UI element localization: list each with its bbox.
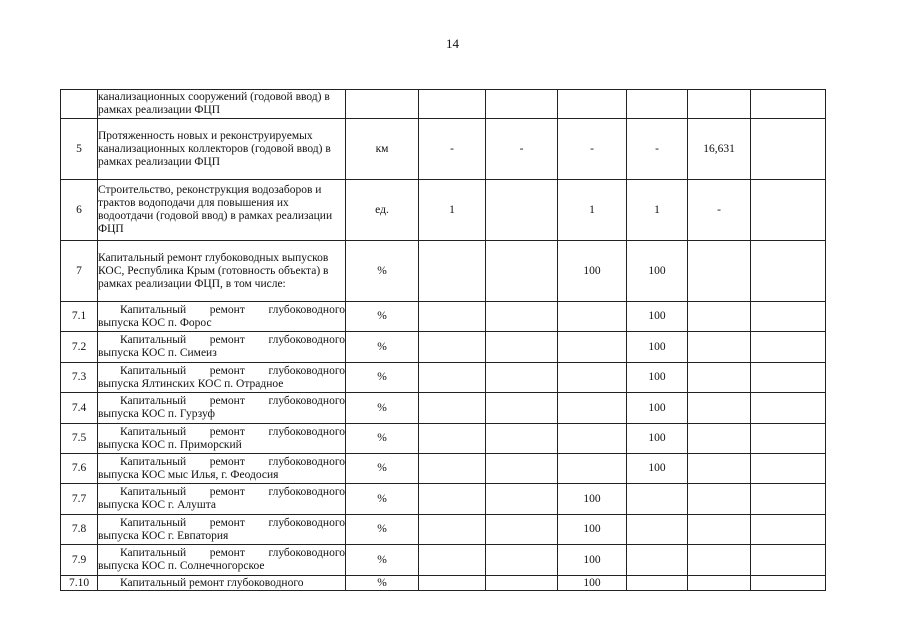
value-cell <box>751 90 826 119</box>
value-cell <box>419 515 486 545</box>
table-row <box>61 454 826 484</box>
row-description <box>98 484 346 515</box>
row-number <box>61 90 98 119</box>
table-row <box>61 90 826 119</box>
unit-cell: % <box>346 332 419 363</box>
value-cell <box>751 241 826 302</box>
value-cell: 1 <box>627 180 688 241</box>
description-text: Капитальный ремонт глубоководного выпуска Ялтинских КОС п. Отрадное <box>98 364 345 390</box>
table-row <box>61 424 826 454</box>
value-cell <box>419 90 486 119</box>
description-text: Капитальный ремонт глубоководного выпуска КОС п. Форос <box>98 303 345 329</box>
value-cell <box>751 576 826 591</box>
row-description <box>98 393 346 424</box>
unit-cell: % <box>346 454 419 484</box>
value-cell <box>688 454 751 484</box>
value-cell <box>751 180 826 241</box>
value-cell: - <box>558 119 627 180</box>
row-description <box>98 180 346 241</box>
table-row <box>61 180 826 241</box>
unit-cell: % <box>346 576 419 591</box>
value-cell <box>688 393 751 424</box>
value-cell <box>688 90 751 119</box>
description-text: Капитальный ремонт глубоководного выпуска КОС п. Гурзуф <box>98 395 345 420</box>
value-cell: 100 <box>558 576 627 591</box>
row-description <box>98 332 346 363</box>
value-cell <box>627 90 688 119</box>
row-number: 7.6 <box>61 454 98 484</box>
value-cell <box>688 545 751 576</box>
value-cell <box>486 484 558 515</box>
description-text: Капитальный ремонт глубоководных выпусков КОС, Республика Крым (готовность объекта) в рамках реализации ФЦП, в том числе: <box>98 251 329 290</box>
value-cell <box>419 576 486 591</box>
value-cell <box>486 90 558 119</box>
unit-cell: % <box>346 241 419 302</box>
table-row <box>61 545 826 576</box>
value-cell <box>486 545 558 576</box>
row-number: 6 <box>61 180 98 241</box>
value-cell: - <box>419 119 486 180</box>
value-cell: - <box>688 180 751 241</box>
value-cell <box>419 363 486 393</box>
table-body <box>61 90 826 591</box>
value-cell <box>486 302 558 332</box>
row-number: 7.4 <box>61 393 98 424</box>
value-cell <box>558 363 627 393</box>
unit-cell: % <box>346 424 419 454</box>
value-cell <box>627 545 688 576</box>
table-row <box>61 119 826 180</box>
row-description <box>98 241 346 302</box>
value-cell <box>558 393 627 424</box>
description-text: Капитальный ремонт глубоководного выпуска КОС г. Алушта <box>98 486 345 511</box>
value-cell <box>627 576 688 591</box>
value-cell <box>558 90 627 119</box>
row-number: 7.5 <box>61 424 98 454</box>
table-row <box>61 332 826 363</box>
row-description <box>98 363 346 393</box>
unit-cell: % <box>346 363 419 393</box>
value-cell <box>751 515 826 545</box>
value-cell: 100 <box>558 484 627 515</box>
value-cell <box>688 302 751 332</box>
value-cell: 100 <box>627 332 688 363</box>
value-cell <box>486 332 558 363</box>
row-description <box>98 545 346 576</box>
value-cell <box>751 393 826 424</box>
row-description <box>98 424 346 454</box>
unit-cell: % <box>346 302 419 332</box>
description-text: Капитальный ремонт глубоководного <box>120 576 304 589</box>
row-number: 7.9 <box>61 545 98 576</box>
row-number: 7.8 <box>61 515 98 545</box>
value-cell: 100 <box>627 424 688 454</box>
row-description <box>98 515 346 545</box>
value-cell <box>419 484 486 515</box>
row-number: 7.2 <box>61 332 98 363</box>
unit-cell: ед. <box>346 180 419 241</box>
value-cell <box>558 454 627 484</box>
row-description <box>98 119 346 180</box>
table-row <box>61 393 826 424</box>
value-cell <box>419 393 486 424</box>
value-cell <box>486 241 558 302</box>
value-cell: 100 <box>627 241 688 302</box>
description-text: Капитальный ремонт глубоководного выпуска КОС п. Приморский <box>98 425 345 451</box>
value-cell: 100 <box>558 241 627 302</box>
row-number: 7.3 <box>61 363 98 393</box>
value-cell: 1 <box>558 180 627 241</box>
row-description <box>98 454 346 484</box>
value-cell <box>486 576 558 591</box>
value-cell <box>486 393 558 424</box>
value-cell <box>558 332 627 363</box>
table-row <box>61 241 826 302</box>
value-cell <box>627 484 688 515</box>
value-cell <box>688 332 751 363</box>
value-cell <box>627 515 688 545</box>
value-cell <box>751 119 826 180</box>
value-cell: - <box>627 119 688 180</box>
value-cell <box>688 484 751 515</box>
value-cell <box>751 302 826 332</box>
value-cell <box>751 424 826 454</box>
table-row <box>61 302 826 332</box>
value-cell <box>751 454 826 484</box>
value-cell <box>486 454 558 484</box>
value-cell <box>419 241 486 302</box>
description-text: канализационных сооружений (годовой ввод) в рамках реализации ФЦП <box>98 91 330 116</box>
description-text: Капитальный ремонт глубоководного выпуска КОС п. Симеиз <box>98 334 345 359</box>
value-cell <box>558 302 627 332</box>
description-text: Капитальный ремонт глубоководного выпуска КОС г. Евпатория <box>98 516 345 542</box>
unit-cell: км <box>346 119 419 180</box>
row-number: 7.7 <box>61 484 98 515</box>
value-cell: 1 <box>419 180 486 241</box>
value-cell <box>486 363 558 393</box>
value-cell: 100 <box>627 302 688 332</box>
value-cell <box>486 515 558 545</box>
unit-cell <box>346 90 419 119</box>
unit-cell: % <box>346 515 419 545</box>
value-cell <box>419 424 486 454</box>
row-description <box>98 302 346 332</box>
page-number: 14 <box>446 36 459 51</box>
value-cell: 100 <box>558 515 627 545</box>
value-cell <box>419 302 486 332</box>
row-description <box>98 576 346 591</box>
row-number: 5 <box>61 119 98 180</box>
row-description <box>98 90 346 119</box>
value-cell <box>486 180 558 241</box>
row-number: 7 <box>61 241 98 302</box>
value-cell <box>751 545 826 576</box>
description-text: Капитальный ремонт глубоководного выпуска КОС мыс Илья, г. Феодосия <box>98 455 345 481</box>
value-cell <box>751 332 826 363</box>
value-cell: 100 <box>558 545 627 576</box>
value-cell <box>558 424 627 454</box>
value-cell <box>688 241 751 302</box>
value-cell <box>419 454 486 484</box>
value-cell: 100 <box>627 454 688 484</box>
value-cell <box>486 424 558 454</box>
value-cell: - <box>486 119 558 180</box>
table-row <box>61 484 826 515</box>
value-cell <box>751 363 826 393</box>
indicators-table <box>60 89 826 591</box>
unit-cell: % <box>346 545 419 576</box>
description-text: Строительство, реконструкция водозаборов и трактов водоподачи для повышения их водоотдачи (годовой ввод) в рамках реализации ФЦП <box>98 184 333 235</box>
value-cell: 100 <box>627 363 688 393</box>
value-cell <box>419 545 486 576</box>
description-text: Капитальный ремонт глубоководного выпуска КОС п. Солнечногорское <box>98 547 345 572</box>
table-row <box>61 515 826 545</box>
value-cell <box>688 424 751 454</box>
value-cell <box>688 515 751 545</box>
row-number: 7.10 <box>61 576 98 591</box>
description-text: Протяженность новых и реконструируемых канализационных коллекторов (годовой ввод) в рамках реализации ФЦП <box>98 129 331 168</box>
value-cell <box>688 363 751 393</box>
value-cell: 16,631 <box>688 119 751 180</box>
value-cell <box>688 576 751 591</box>
unit-cell: % <box>346 484 419 515</box>
value-cell <box>751 484 826 515</box>
value-cell <box>419 332 486 363</box>
value-cell: 100 <box>627 393 688 424</box>
table-row <box>61 576 826 591</box>
unit-cell: % <box>346 393 419 424</box>
row-number: 7.1 <box>61 302 98 332</box>
table-row <box>61 363 826 393</box>
